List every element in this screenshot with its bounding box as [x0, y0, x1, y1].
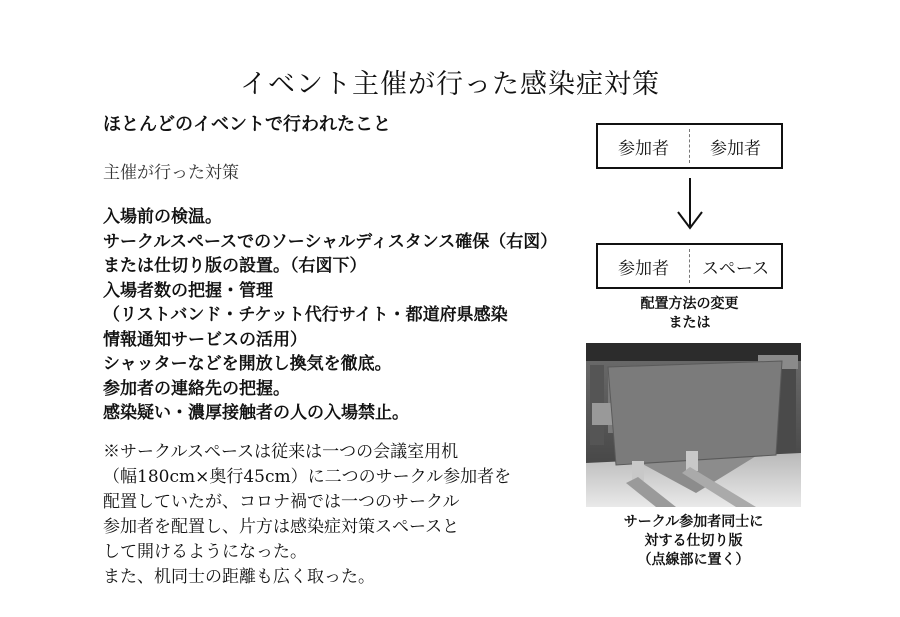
seat-cell-participant: 参加者: [710, 138, 761, 159]
note-line: また、机同士の距離も広く取った。: [103, 567, 375, 587]
note-line: 配置していたが、コロナ禍では一つのサークル: [103, 492, 460, 512]
measure-item: 情報通知サービスの活用）: [103, 329, 307, 350]
partition-photo: [586, 343, 801, 507]
seat-cell-space: スペース: [701, 258, 770, 279]
page-title: イベント主催が行った感染症対策: [240, 69, 660, 100]
measure-item: シャッターなどを開放し換気を徹底。: [103, 354, 392, 374]
caption-line: 配置方法の変更: [640, 296, 739, 312]
photo-caption: [586, 513, 801, 570]
caption-line: 対する仕切り版: [644, 533, 743, 549]
measure-item: 参加者の連絡先の把握。: [103, 378, 290, 399]
layout-change-caption: [596, 295, 783, 333]
measures-heading: 主催が行った対策: [103, 163, 239, 183]
down-arrow-icon: [672, 176, 708, 232]
caption-line: （点線部に置く）: [637, 552, 750, 568]
caption-line: サークル参加者同士に: [623, 514, 764, 530]
measure-item: （リストバンド・チケット代行サイト・都道府県感染: [103, 305, 508, 325]
caption-line: または: [668, 315, 711, 331]
measure-list: [103, 205, 557, 426]
seat-layout-after: [596, 243, 783, 289]
measure-item: サークルスペースでのソーシャルディスタンス確保（右図）: [103, 231, 558, 252]
measure-item: または仕切り版の設置。（右図下）: [103, 256, 367, 276]
note-line: 参加者を配置し、片方は感染症対策スペースと: [103, 517, 460, 537]
note-line: ※サークルスペースは従来は一つの会議室用机: [103, 442, 459, 462]
note-line: （幅180cm×奥行45cm）に二つのサークル参加者を: [103, 467, 512, 487]
note-paragraph: [103, 440, 511, 590]
seat-cell-participant: 参加者: [618, 138, 669, 159]
seat-layout-before: [596, 123, 783, 169]
measure-item: 入場前の検温。: [103, 207, 222, 227]
seat-cell-participant: 参加者: [618, 258, 669, 279]
section-subtitle: ほとんどのイベントで行われたこと: [103, 114, 391, 135]
note-line: して開けるようになった。: [103, 542, 307, 562]
measure-item: 入場者数の把握・管理: [103, 280, 273, 301]
measure-item: 感染疑い・濃厚接触者の人の入場禁止。: [103, 403, 409, 423]
